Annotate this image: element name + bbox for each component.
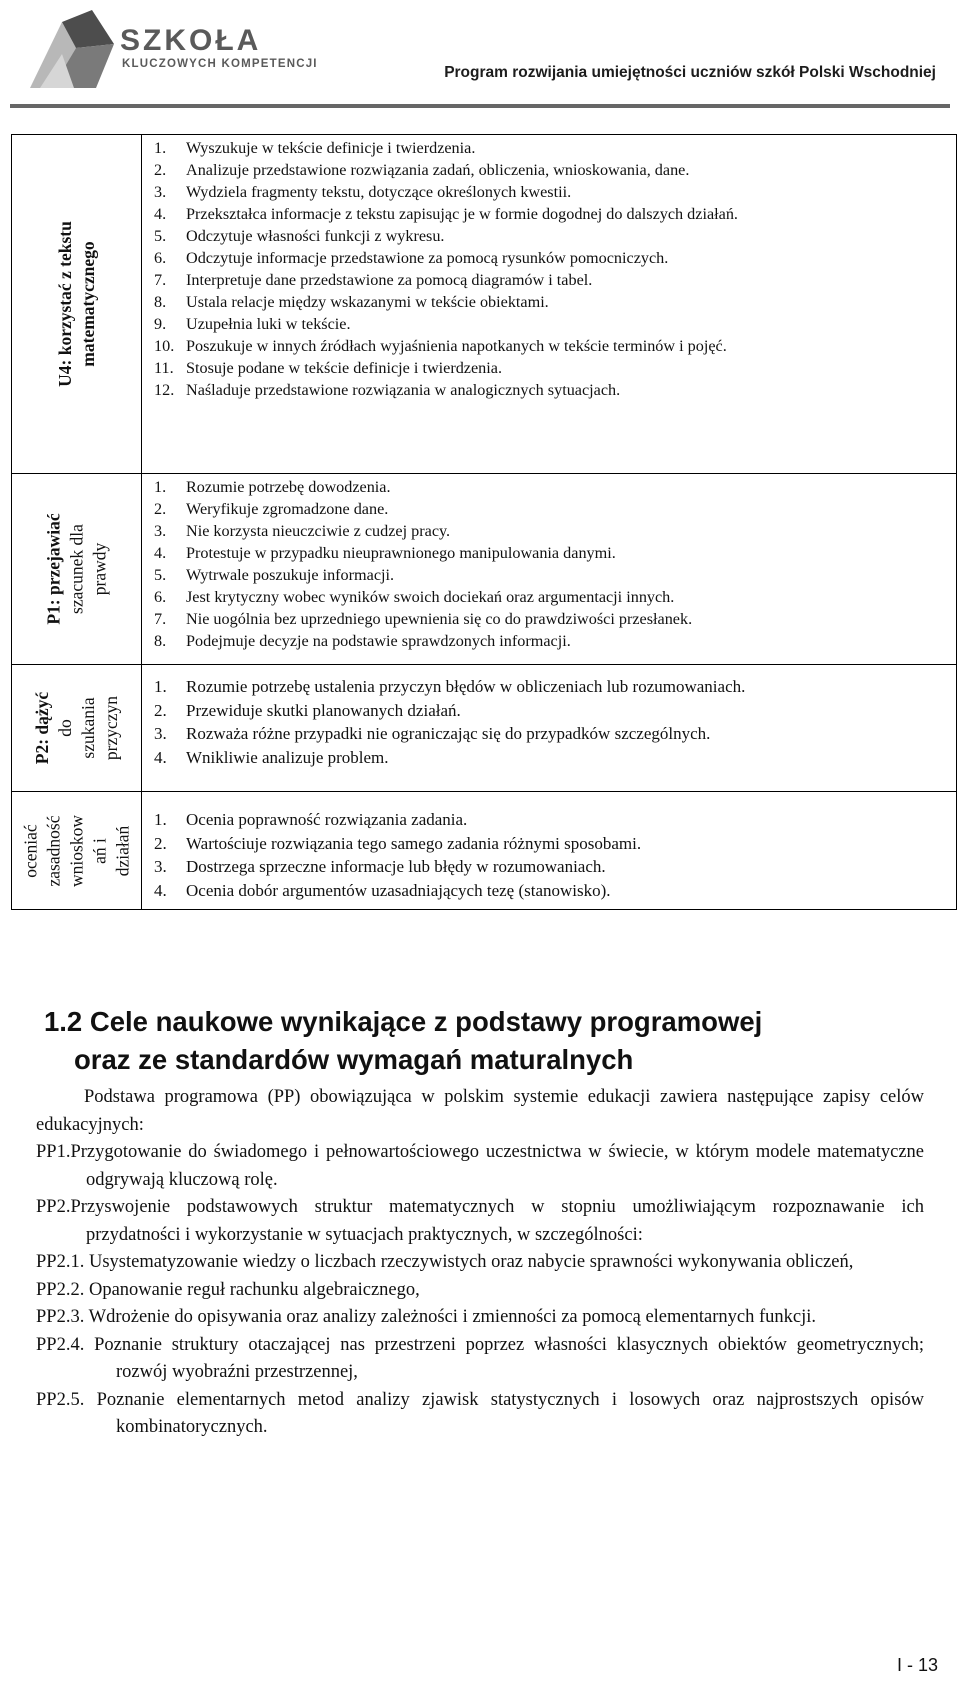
school-logo-icon bbox=[22, 8, 132, 94]
list-item: 6. Jest krytyczny wobec wyników swoich dociekań oraz argumentacji innych. bbox=[154, 588, 675, 606]
list-item: 4. Ocenia dobór argumentów uzasadniających tezę (stanowisko). bbox=[154, 880, 611, 900]
goal-item: PP2.4. Poznanie struktury otaczającej nas przestrzeni poprzez własności klasycznych obiektów geometrycznych; rozwój wyobraźni przestrzennej, bbox=[36, 1334, 924, 1382]
list-item: 7. Interpretuje dane przedstawione za pomocą diagramów i tabel. bbox=[154, 271, 593, 289]
list-item: 12. Naśladuje przedstawione rozwiązania w analogicznych sytuacjach. bbox=[154, 381, 621, 399]
list-item: 4. Przekształca informacje z tekstu zapisując je w formie dogodnej do dalszych działań. bbox=[154, 205, 738, 223]
list-item: 2. Przewiduje skutki planowanych działań. bbox=[154, 700, 461, 720]
page-header bbox=[0, 0, 960, 108]
table-row bbox=[12, 474, 957, 665]
category-cell bbox=[12, 135, 142, 474]
list-item: 2. Analizuje przedstawione rozwiązania zadań, obliczenia, wnioskowania, dane. bbox=[154, 161, 690, 179]
table-row bbox=[12, 665, 957, 792]
list-item: 5. Wytrwale poszukuje informacji. bbox=[154, 566, 395, 584]
list-item: 7. Nie uogólnia bez uprzedniego upewnienia się co do prawdziwości przesłanek. bbox=[154, 610, 693, 628]
list-item: 3. Wydziela fragmenty tekstu, dotyczące określonych kwestii. bbox=[154, 183, 572, 201]
list-item: 11. Stosuje podane w tekście definicje i twierdzenia. bbox=[154, 359, 502, 377]
category-cell bbox=[12, 665, 142, 792]
items-cell bbox=[142, 474, 957, 665]
page-number: I - 13 bbox=[896, 1655, 938, 1675]
logo-subtitle: KLUCZOWYCH KOMPETENCJI bbox=[122, 58, 318, 70]
list-item: 1. Ocenia poprawność rozwiązania zadania. bbox=[154, 810, 468, 829]
program-title: Program rozwijania umiejętności uczniów szkół Polski Wschodniej bbox=[444, 64, 936, 81]
category-label: P2: dążyć do szukania przyczyn bbox=[31, 691, 121, 765]
list-item: 4. Wnikliwie analizuje problem. bbox=[154, 747, 389, 767]
list-item: 2. Wartościuje rozwiązania tego samego zadania różnymi sposobami. bbox=[154, 833, 642, 853]
items-cell bbox=[142, 135, 957, 474]
header-divider bbox=[10, 104, 950, 108]
goal-item: PP2.5. Poznanie elementarnych metod analizy zjawisk statystycznych i losowych oraz najprostszych opisów kombinatorycznych. bbox=[36, 1389, 924, 1437]
list-item: 6. Odczytuje informacje przedstawione za pomocą rysunków pomocniczych. bbox=[154, 249, 669, 267]
goal-item: PP2.Przyswojenie podstawowych struktur matematycznych w stopniu umożliwiającym rozpoznawanie ich przydatności i wykorzystanie w sytuacjach praktycznych, w szczególności: bbox=[36, 1197, 924, 1245]
category-label: P1: przejawiać szacunek dla prawdy bbox=[43, 513, 109, 625]
list-item: 10. Poszukuje w innych źródłach wyjaśnienia napotkanych w tekście terminów i pojęć. bbox=[154, 337, 727, 355]
list-item: 1. Rozumie potrzebę ustalenia przyczyn błędów w obliczeniach lub rozumowaniach. bbox=[154, 677, 746, 696]
list-item: 4. Protestuje w przypadku nieuprawnionego manipulowania danymi. bbox=[154, 544, 616, 562]
section-title: 1.2 Cele naukowe wynikające z podstawy programowej oraz ze standardów wymagań maturalnych bbox=[44, 1006, 763, 1075]
category-label: oceniać zasadność wnioskow ań i działań bbox=[20, 814, 132, 887]
table-row bbox=[12, 792, 957, 910]
goal-item: PP2.1. Usystematyzowanie wiedzy o liczbach rzeczywistych oraz nabycie sprawności wykonywania obliczeń, bbox=[36, 1252, 854, 1272]
list-item: 8. Podejmuje decyzje na podstawie sprawdzonych informacji. bbox=[154, 632, 571, 650]
category-label: U4: korzystać z tekstu matematycznego bbox=[54, 221, 98, 387]
items-cell bbox=[142, 792, 957, 910]
list-item: 9. Uzupełnia luki w tekście. bbox=[154, 315, 351, 333]
goal-item: PP1.Przygotowanie do świadomego i pełnowartościowego uczestnictwa w świecie, w którym modele matematyczne odgrywają kluczową rolę. bbox=[36, 1142, 924, 1190]
category-cell bbox=[12, 474, 142, 665]
goal-item: PP2.3. Wdrożenie do opisywania oraz analizy zależności i zmienności za pomocą elementarnych funkcji. bbox=[36, 1307, 816, 1327]
goal-item: PP2.2. Opanowanie reguł rachunku algebraicznego, bbox=[36, 1279, 420, 1300]
list-item: 1. Wyszukuje w tekście definicje i twierdzenia. bbox=[154, 139, 476, 157]
logo-title: SZKOŁA bbox=[120, 24, 262, 57]
list-item: 3. Rozważa różne przypadki nie ograniczając się do przypadków szczególnych. bbox=[154, 724, 711, 743]
section-body bbox=[36, 1084, 924, 1442]
category-cell bbox=[12, 792, 142, 910]
table-row bbox=[12, 135, 957, 474]
items-cell bbox=[142, 665, 957, 792]
intro-paragraph: Podstawa programowa (PP) obowiązująca w polskim systemie edukacji zawiera następujące zapisy celów edukacyjnych: bbox=[36, 1087, 924, 1135]
list-item: 3. Dostrzega sprzeczne informacje lub błędy w rozumowaniach. bbox=[154, 857, 606, 876]
skills-table bbox=[11, 134, 957, 910]
section-heading bbox=[44, 1003, 924, 1079]
list-item: 1. Rozumie potrzebę dowodzenia. bbox=[154, 478, 391, 496]
list-item: 3. Nie korzysta nieuczciwie z cudzej pracy. bbox=[154, 522, 451, 540]
list-item: 2. Weryfikuje zgromadzone dane. bbox=[154, 500, 389, 518]
list-item: 8. Ustala relacje między wskazanymi w tekście obiektami. bbox=[154, 293, 549, 311]
list-item: 5. Odczytuje własności funkcji z wykresu. bbox=[154, 227, 445, 245]
